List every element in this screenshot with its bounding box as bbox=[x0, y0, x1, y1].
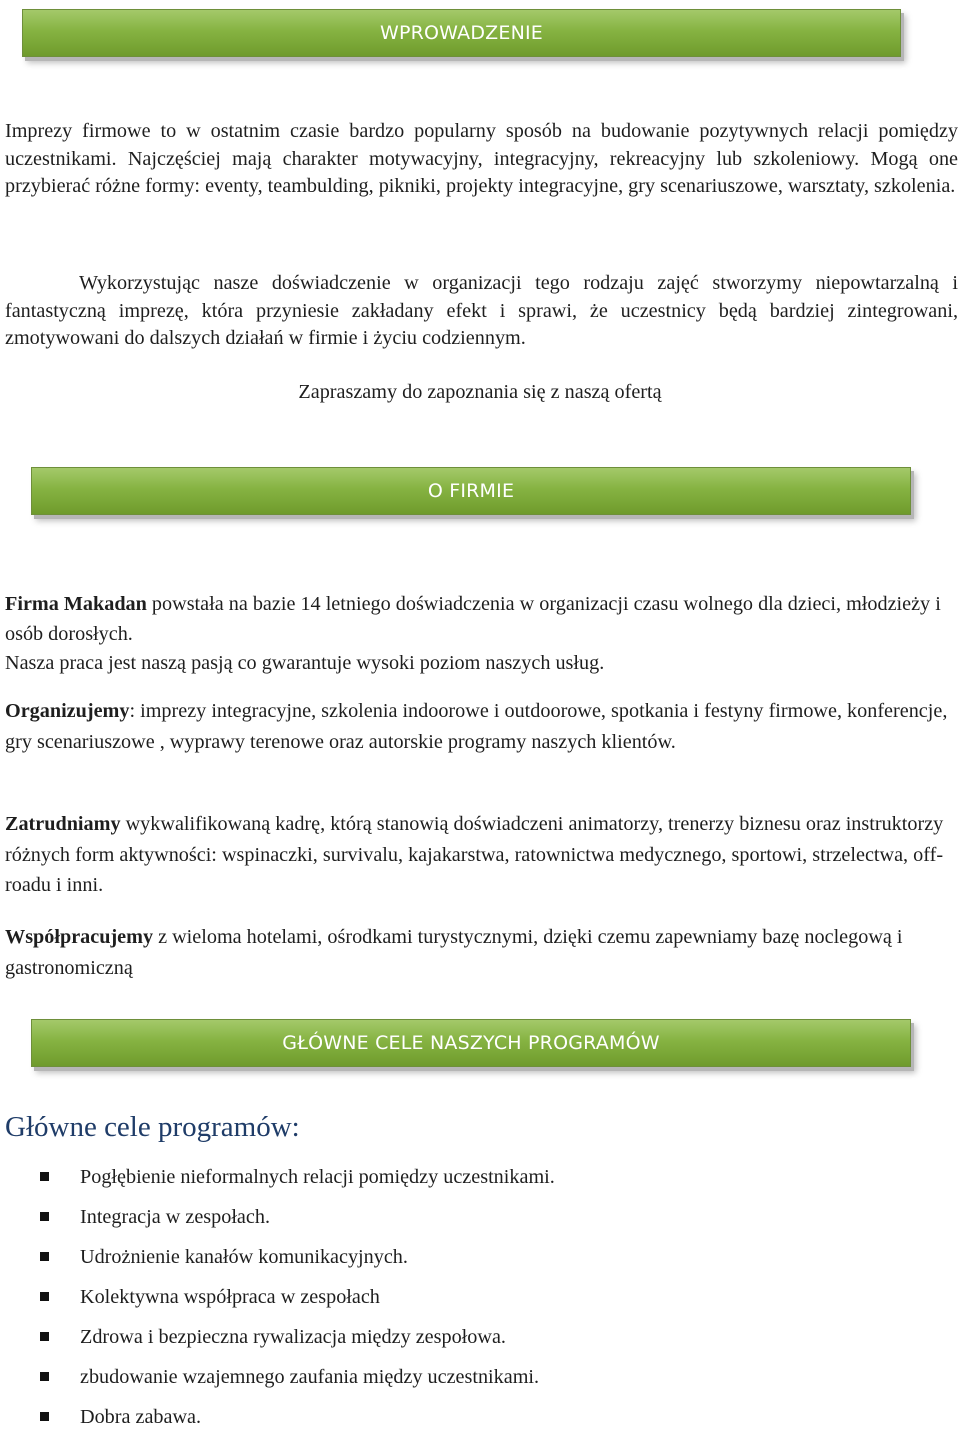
square-bullet-icon bbox=[40, 1252, 49, 1261]
list-item bbox=[0, 1243, 960, 1283]
company-founding bbox=[5, 590, 955, 679]
partners-text: z wieloma hotelami, ośrodkami turystycznymi, dzięki czemu zapewniamy bazę noclegową i gastronomiczną bbox=[5, 926, 903, 979]
list-item-text: Integracja w zespołach. bbox=[80, 1206, 270, 1228]
company-organize bbox=[5, 696, 955, 757]
square-bullet-icon bbox=[40, 1332, 49, 1341]
list-item-text: zbudowanie wzajemnego zaufania między uczestnikami. bbox=[80, 1366, 540, 1388]
list-item bbox=[0, 1203, 960, 1243]
banner-title: GŁÓWNE CELE NASZYCH PROGRAMÓW bbox=[282, 1032, 660, 1054]
list-item-text: Kolektywna współpraca w zespołach bbox=[80, 1286, 380, 1308]
section-banner-company bbox=[31, 467, 911, 515]
organize-text: : imprezy integracyjne, szkolenia indoorowe i outdoorowe, spotkania i festyny firmowe, konferencje, gry scenariuszowe , wyprawy terenowe oraz autorskie programy naszych klientów. bbox=[5, 700, 948, 753]
list-item bbox=[0, 1323, 960, 1363]
section-banner-intro bbox=[22, 9, 901, 57]
staff-text: wykwalifikowaną kadrę, którą stanowią doświadczeni animatorzy, trenerzy biznesu oraz instruktorzy różnych form aktywności: wspinaczki, survivalu, kajakarstwa, ratownictwa medycznego, sportowi, strzelectwa, off-roadu i inni. bbox=[5, 813, 944, 896]
square-bullet-icon bbox=[40, 1212, 49, 1221]
company-passion-text: Nasza praca jest naszą pasją co gwarantuje wysoki poziom naszych usług. bbox=[5, 652, 605, 674]
company-founding-text: powstała na bazie 14 letniego doświadczenia w organizacji czasu wolnego dla dzieci, młodzieży i osób dorosłych. bbox=[5, 593, 941, 645]
list-item-text: Udrożnienie kanałów komunikacyjnych. bbox=[80, 1246, 408, 1268]
square-bullet-icon bbox=[40, 1372, 49, 1381]
square-bullet-icon bbox=[40, 1292, 49, 1301]
company-name: Firma Makadan bbox=[5, 593, 147, 615]
list-item bbox=[0, 1283, 960, 1323]
staff-label: Zatrudniamy bbox=[5, 813, 121, 835]
organize-label: Organizujemy bbox=[5, 700, 130, 722]
list-item bbox=[0, 1363, 960, 1403]
list-item-text: Zdrowa i bezpieczna rywalizacja między zespołowa. bbox=[80, 1326, 506, 1348]
section-banner-goals bbox=[31, 1019, 911, 1067]
list-item-text: Dobra zabawa. bbox=[80, 1406, 202, 1428]
list-item-text: Pogłębienie nieformalnych relacji pomiędzy uczestnikami. bbox=[80, 1166, 555, 1188]
intro-paragraph-2: Wykorzystując nasze doświadczenie w organizacji tego rodzaju zajęć stworzymy niepowtarzalną i fantastyczną imprezę, która przyniesie zakładany efekt i sprawi, że uczestnicy będą bardziej zintegrowani, zmotywowani do dalszych działań w firmie i życiu codziennym. bbox=[5, 272, 958, 350]
goals-heading: Główne cele programów: bbox=[5, 1111, 300, 1143]
goals-list bbox=[0, 1163, 960, 1443]
company-partners bbox=[5, 922, 955, 983]
list-item bbox=[0, 1403, 960, 1443]
square-bullet-icon bbox=[40, 1172, 49, 1181]
list-item bbox=[0, 1163, 960, 1203]
banner-title: O FIRMIE bbox=[427, 480, 515, 502]
company-staff bbox=[5, 809, 955, 901]
square-bullet-icon bbox=[40, 1412, 49, 1421]
intro-invitation: Zapraszamy do zapoznania się z naszą ofertą bbox=[298, 381, 662, 403]
intro-paragraph-1: Imprezy firmowe to w ostatnim czasie bardzo popularny sposób na budowanie pozytywnych relacji pomiędzy uczestnikami. Najczęściej mają charakter motywacyjny, integracyjny, rekreacyjny lub szkoleniowy. Mogą one przybierać różne formy: eventy, teambulding, pikniki, projekty integracyjne, gry scenariuszowe, warsztaty, szkolenia. bbox=[5, 120, 958, 198]
partners-label: Współpracujemy bbox=[5, 926, 154, 948]
banner-title: WPROWADZENIE bbox=[379, 22, 544, 44]
